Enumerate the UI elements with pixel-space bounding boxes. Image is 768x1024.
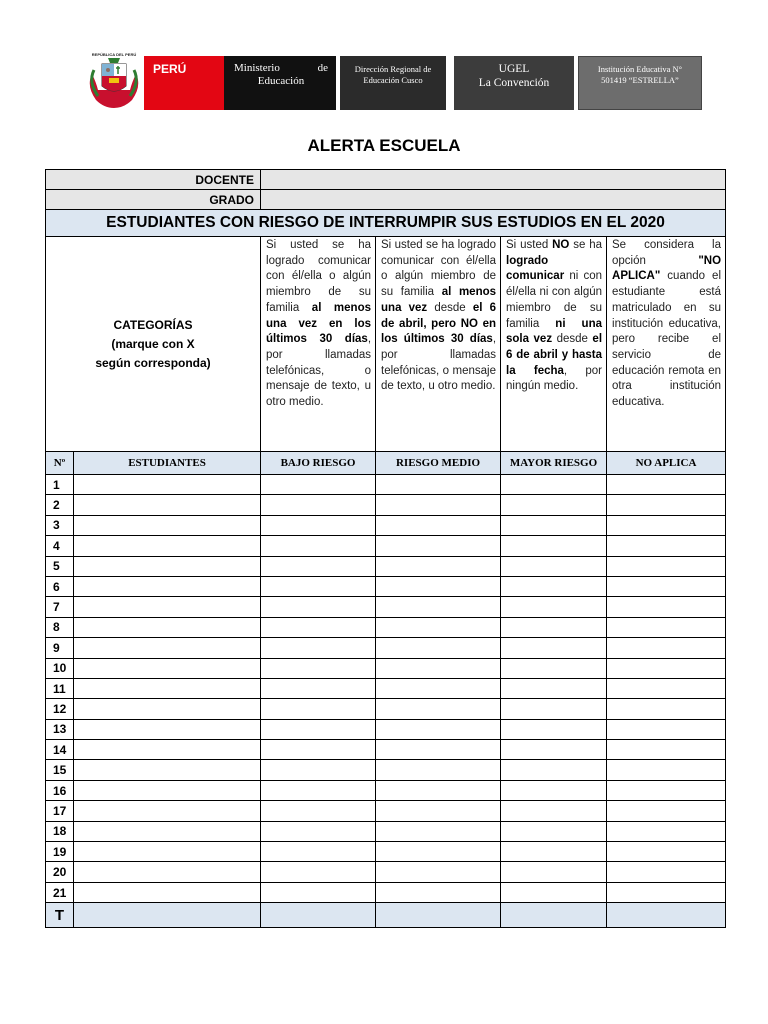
desc-text-segment: cuando el estudiante está matriculado en su institución educativa, pero recibe el servicio de educación remota en otra institución educativa. <box>612 270 722 409</box>
student-name-cell[interactable] <box>74 678 261 698</box>
riesgo-medio-cell[interactable] <box>376 678 501 698</box>
ministerio-word: Ministerio <box>234 62 280 74</box>
mayor-riesgo-cell[interactable] <box>501 617 607 637</box>
bajo-riesgo-cell[interactable] <box>261 780 376 800</box>
mayor-riesgo-cell[interactable] <box>501 576 607 596</box>
dre-line1: Dirección Regional de <box>354 64 432 74</box>
no-aplica-cell[interactable] <box>607 760 726 780</box>
ugel-line1: UGEL <box>498 63 530 75</box>
no-aplica-cell[interactable] <box>607 576 726 596</box>
ugel-line2: La Convención <box>478 77 550 89</box>
ie-line1: Institución Educativa N° <box>597 64 683 74</box>
desc-text-segment: Si usted se ha logrado comunicar con él/ella o algún miembro de su familia <box>381 239 497 299</box>
desc-text-segment: Si usted <box>506 239 553 251</box>
riesgo-medio-cell[interactable] <box>376 740 501 760</box>
bajo-riesgo-cell[interactable] <box>261 617 376 637</box>
row-number: 16 <box>46 780 74 800</box>
bajo-riesgo-cell[interactable] <box>261 801 376 821</box>
desc-text-segment: ni una sola vez <box>506 317 603 346</box>
bajo-riesgo-cell[interactable] <box>261 740 376 760</box>
grado-label: GRADO <box>46 190 261 210</box>
document-title: ALERTA ESCUELA <box>307 136 461 155</box>
riesgo-medio-cell[interactable] <box>376 862 501 882</box>
row-number: 15 <box>46 760 74 780</box>
mayor-riesgo-cell[interactable] <box>501 699 607 719</box>
total-mayor-riesgo[interactable] <box>501 903 607 928</box>
ministerio-line2: Educación <box>257 75 305 87</box>
grado-field[interactable] <box>261 190 726 210</box>
riesgo-medio-cell[interactable] <box>376 780 501 800</box>
ugel-box <box>450 56 574 110</box>
total-row <box>46 903 726 928</box>
section-title: ESTUDIANTES CON RIESGO DE INTERRUMPIR SUS ESTUDIOS EN EL 2020 <box>46 210 726 237</box>
bajo-riesgo-cell[interactable] <box>261 658 376 678</box>
table-row <box>46 617 726 637</box>
student-name-cell[interactable] <box>74 658 261 678</box>
col-header-bajo-riesgo: BAJO RIESGO <box>261 452 376 475</box>
riesgo-medio-cell[interactable] <box>376 597 501 617</box>
bajo-riesgo-cell[interactable] <box>261 515 376 535</box>
riesgo-medio-cell[interactable] <box>376 658 501 678</box>
bajo-riesgo-cell[interactable] <box>261 536 376 556</box>
desc-text-segment: logrado comunicar <box>506 254 565 283</box>
student-name-cell[interactable] <box>74 699 261 719</box>
student-name-cell[interactable] <box>74 515 261 535</box>
bajo-riesgo-cell[interactable] <box>261 678 376 698</box>
categorias-line3: según corresponda) <box>95 355 211 370</box>
riesgo-medio-cell[interactable] <box>376 699 501 719</box>
table-row <box>46 638 726 658</box>
mayor-riesgo-cell[interactable] <box>501 821 607 841</box>
desc-text-segment: Si usted se ha logrado comunicar con él/ella o algún miembro de su familia <box>266 239 372 314</box>
no-aplica-cell[interactable] <box>607 617 726 637</box>
student-name-cell[interactable] <box>74 536 261 556</box>
table-row <box>46 842 726 862</box>
mayor-riesgo-cell[interactable] <box>501 780 607 800</box>
row-number: 3 <box>46 515 74 535</box>
student-name-cell[interactable] <box>74 862 261 882</box>
riesgo-medio-cell[interactable] <box>376 515 501 535</box>
ministerio-de-word: de <box>317 62 328 74</box>
dre-line2: Educación Cusco <box>363 75 423 85</box>
row-number: 5 <box>46 556 74 576</box>
col-header-num: Nº <box>46 452 74 475</box>
table-row <box>46 719 726 739</box>
institution-box <box>578 56 702 110</box>
row-number: 13 <box>46 719 74 739</box>
mayor-riesgo-cell[interactable] <box>501 556 607 576</box>
riesgo-medio-cell[interactable] <box>376 556 501 576</box>
row-number: 18 <box>46 821 74 841</box>
row-number: 10 <box>46 658 74 678</box>
alerta-escuela-form-table <box>45 169 726 928</box>
no-aplica-cell[interactable] <box>607 597 726 617</box>
dre-box <box>336 56 446 110</box>
row-number: 21 <box>46 882 74 902</box>
no-aplica-cell[interactable] <box>607 678 726 698</box>
bajo-riesgo-cell[interactable] <box>261 475 376 495</box>
row-number: 1 <box>46 475 74 495</box>
riesgo-medio-cell[interactable] <box>376 475 501 495</box>
riesgo-medio-cell[interactable] <box>376 719 501 739</box>
table-row <box>46 699 726 719</box>
table-row <box>46 495 726 515</box>
riesgo-medio-cell[interactable] <box>376 576 501 596</box>
mayor-riesgo-cell[interactable] <box>501 678 607 698</box>
bajo-riesgo-cell[interactable] <box>261 821 376 841</box>
student-name-cell[interactable] <box>74 740 261 760</box>
row-number: 17 <box>46 801 74 821</box>
student-name-cell[interactable] <box>74 801 261 821</box>
desc-bajo-riesgo <box>261 237 376 452</box>
student-name-cell[interactable] <box>74 821 261 841</box>
desc-mayor-riesgo <box>501 237 607 452</box>
col-header-no-aplica: NO APLICA <box>607 452 726 475</box>
bajo-riesgo-cell[interactable] <box>261 495 376 515</box>
desc-text-segment: "NO APLICA" <box>612 254 722 283</box>
desc-text-segment: se ha <box>569 239 603 251</box>
desc-text-segment: ni con él/ella ni con algún miembro de su familia <box>506 270 603 330</box>
desc-text-segment: el 6 de abril, pero NO en los últimos 30 días <box>381 301 497 346</box>
no-aplica-cell[interactable] <box>607 699 726 719</box>
student-name-cell[interactable] <box>74 475 261 495</box>
mayor-riesgo-cell[interactable] <box>501 597 607 617</box>
student-name-cell[interactable] <box>74 760 261 780</box>
desc-text-segment: , por ningún medio. <box>506 364 603 393</box>
riesgo-medio-cell[interactable] <box>376 536 501 556</box>
no-aplica-cell[interactable] <box>607 556 726 576</box>
mayor-riesgo-cell[interactable] <box>501 658 607 678</box>
no-aplica-cell[interactable] <box>607 882 726 902</box>
no-aplica-cell[interactable] <box>607 475 726 495</box>
table-row <box>46 740 726 760</box>
mayor-riesgo-cell[interactable] <box>501 882 607 902</box>
row-number: 8 <box>46 617 74 637</box>
desc-text-segment: , por llamadas telefónicas, o mensaje de texto, u otro medio. <box>381 333 497 393</box>
row-number: 11 <box>46 678 74 698</box>
no-aplica-cell[interactable] <box>607 801 726 821</box>
student-name-cell[interactable] <box>74 780 261 800</box>
desc-no-aplica <box>607 237 726 452</box>
riesgo-medio-cell[interactable] <box>376 882 501 902</box>
student-name-cell[interactable] <box>74 882 261 902</box>
desc-riesgo-medio <box>376 237 501 452</box>
riesgo-medio-cell[interactable] <box>376 617 501 637</box>
row-number: 4 <box>46 536 74 556</box>
no-aplica-cell[interactable] <box>607 719 726 739</box>
table-row <box>46 760 726 780</box>
mayor-riesgo-cell[interactable] <box>501 740 607 760</box>
no-aplica-cell[interactable] <box>607 536 726 556</box>
categorias-cell <box>46 237 261 452</box>
riesgo-medio-cell[interactable] <box>376 842 501 862</box>
desc-text-segment: desde <box>552 333 593 346</box>
table-row <box>46 597 726 617</box>
desc-text-segment: el 6 de abril y hasta la fecha <box>506 333 603 377</box>
bajo-riesgo-cell[interactable] <box>261 719 376 739</box>
desc-text-segment: al menos una vez <box>381 286 497 314</box>
riesgo-medio-cell[interactable] <box>376 495 501 515</box>
table-row <box>46 475 726 495</box>
peru-coat-of-arms-logo <box>84 52 144 110</box>
docente-field[interactable] <box>261 170 726 190</box>
desc-text-segment: al menos una vez en los últimos 30 días <box>266 301 372 346</box>
mayor-riesgo-cell[interactable] <box>501 515 607 535</box>
table-row <box>46 576 726 596</box>
table-row <box>46 882 726 902</box>
student-name-cell[interactable] <box>74 576 261 596</box>
bajo-riesgo-cell[interactable] <box>261 556 376 576</box>
row-number: 20 <box>46 862 74 882</box>
total-bajo-riesgo[interactable] <box>261 903 376 928</box>
no-aplica-cell[interactable] <box>607 821 726 841</box>
ministerio-box <box>224 56 336 110</box>
student-name-cell[interactable] <box>74 617 261 637</box>
row-number: 9 <box>46 638 74 658</box>
desc-text-segment: desde <box>427 301 473 314</box>
col-header-riesgo-medio: RIESGO MEDIO <box>376 452 501 475</box>
no-aplica-cell[interactable] <box>607 740 726 760</box>
table-row <box>46 658 726 678</box>
no-aplica-cell[interactable] <box>607 842 726 862</box>
student-name-cell[interactable] <box>74 556 261 576</box>
table-row <box>46 515 726 535</box>
mayor-riesgo-cell[interactable] <box>501 801 607 821</box>
student-name-cell[interactable] <box>74 597 261 617</box>
bajo-riesgo-cell[interactable] <box>261 862 376 882</box>
bajo-riesgo-cell[interactable] <box>261 597 376 617</box>
riesgo-medio-cell[interactable] <box>376 801 501 821</box>
peru-brand-box: PERÚ <box>144 56 224 110</box>
crest-caption: REPÚBLICA DEL PERÚ <box>91 52 137 57</box>
col-header-mayor-riesgo: MAYOR RIESGO <box>501 452 607 475</box>
table-row <box>46 862 726 882</box>
categorias-line2: (marque con X <box>111 336 195 351</box>
total-label: T <box>46 903 74 928</box>
row-number: 7 <box>46 597 74 617</box>
categorias-line1: CATEGORÍAS <box>113 317 193 332</box>
no-aplica-cell[interactable] <box>607 495 726 515</box>
table-row <box>46 678 726 698</box>
ie-line2: 501419 “ESTRELLA” <box>601 75 679 85</box>
student-name-cell[interactable] <box>74 719 261 739</box>
riesgo-medio-cell[interactable] <box>376 760 501 780</box>
desc-text-segment: NO <box>552 239 570 251</box>
mayor-riesgo-cell[interactable] <box>501 638 607 658</box>
bajo-riesgo-cell[interactable] <box>261 638 376 658</box>
no-aplica-cell[interactable] <box>607 862 726 882</box>
riesgo-medio-cell[interactable] <box>376 821 501 841</box>
row-number: 2 <box>46 495 74 515</box>
bajo-riesgo-cell[interactable] <box>261 699 376 719</box>
student-name-cell[interactable] <box>74 842 261 862</box>
mayor-riesgo-cell[interactable] <box>501 475 607 495</box>
table-row <box>46 536 726 556</box>
bajo-riesgo-cell[interactable] <box>261 760 376 780</box>
no-aplica-cell[interactable] <box>607 638 726 658</box>
mayor-riesgo-cell[interactable] <box>501 536 607 556</box>
student-name-cell[interactable] <box>74 638 261 658</box>
riesgo-medio-cell[interactable] <box>376 638 501 658</box>
mayor-riesgo-cell[interactable] <box>501 495 607 515</box>
total-estudiantes[interactable] <box>74 903 261 928</box>
table-row <box>46 780 726 800</box>
bajo-riesgo-cell[interactable] <box>261 882 376 902</box>
no-aplica-cell[interactable] <box>607 780 726 800</box>
row-number: 19 <box>46 842 74 862</box>
total-riesgo-medio[interactable] <box>376 903 501 928</box>
table-row <box>46 821 726 841</box>
desc-text-segment: , por llamadas telefónicas, o mensaje de texto, u otro medio. <box>266 333 372 409</box>
table-row <box>46 556 726 576</box>
total-no-aplica[interactable] <box>607 903 726 928</box>
no-aplica-cell[interactable] <box>607 515 726 535</box>
row-number: 12 <box>46 699 74 719</box>
bajo-riesgo-cell[interactable] <box>261 842 376 862</box>
desc-text-segment: Se considera la opción <box>612 239 722 267</box>
table-row <box>46 801 726 821</box>
mayor-riesgo-cell[interactable] <box>501 862 607 882</box>
row-number: 6 <box>46 576 74 596</box>
row-number: 14 <box>46 740 74 760</box>
student-name-cell[interactable] <box>74 495 261 515</box>
mayor-riesgo-cell[interactable] <box>501 719 607 739</box>
mayor-riesgo-cell[interactable] <box>501 842 607 862</box>
mayor-riesgo-cell[interactable] <box>501 760 607 780</box>
docente-label: DOCENTE <box>46 170 261 190</box>
bajo-riesgo-cell[interactable] <box>261 576 376 596</box>
col-header-estudiantes: ESTUDIANTES <box>74 452 261 475</box>
no-aplica-cell[interactable] <box>607 658 726 678</box>
